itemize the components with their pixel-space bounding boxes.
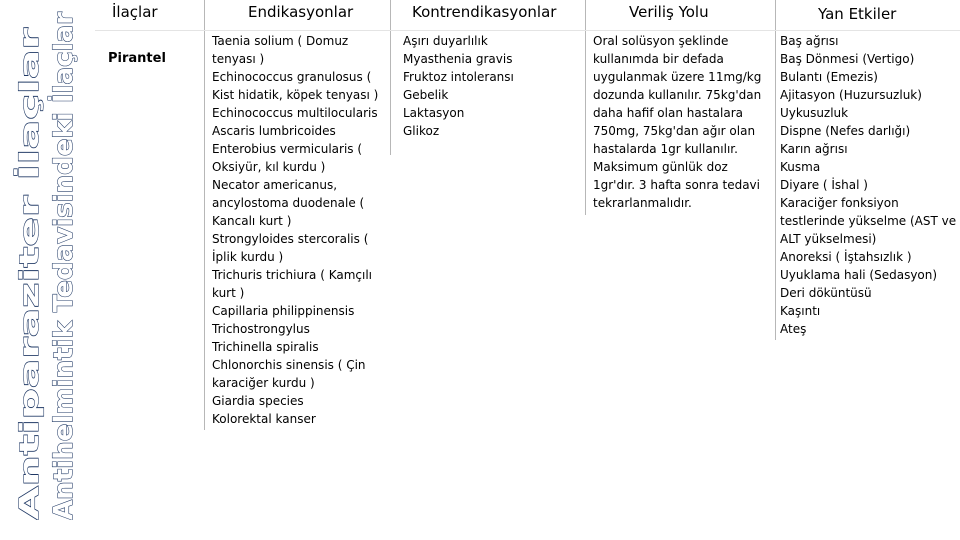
list-item: Taenia solium ( Domuz	[212, 34, 349, 48]
list-item: Deri döküntüsü	[780, 286, 872, 300]
drug-name: Pirantel	[108, 51, 166, 66]
list-item: Glikoz	[403, 124, 440, 138]
header-route: Veriliş Yolu	[629, 3, 709, 21]
list-item: Kist hidatik, köpek tenyası )	[212, 88, 379, 102]
list-item: Baş Dönmesi (Vertigo)	[780, 52, 915, 66]
header-drugs: İlaçlar	[112, 3, 158, 21]
side-title	[0, 0, 80, 520]
list-item: ancylostoma duodenale (	[212, 196, 365, 210]
text-line: 750mg, 75kg'dan ağır olan	[593, 124, 756, 138]
list-item: Capillaria philippinensis	[212, 304, 355, 318]
list-item: Myasthenia gravis	[403, 52, 513, 66]
list-item: Anoreksi ( İştahsızlık )	[780, 250, 912, 264]
list-item: Kaşıntı	[780, 304, 821, 318]
list-item: Aşırı duyarlılık	[403, 34, 488, 48]
list-item: Kusma	[780, 160, 821, 174]
text-line: 1gr'dır. 3 hafta sonra tedavi	[593, 178, 760, 192]
text-line: dozunda kullanılır. 75kg'dan	[593, 88, 762, 102]
header-indications: Endikasyonlar	[248, 3, 354, 21]
text-line: hastalarda 1gr kullanılır.	[593, 142, 738, 156]
list-item: Necator americanus,	[212, 178, 338, 192]
list-item: Kolorektal kanser	[212, 412, 316, 426]
list-item: Kancalı kurt )	[212, 214, 292, 228]
side-title-line2: Antihelmintik Tedavisindeki İlaçlar	[49, 13, 79, 520]
list-item: testlerinde yükselme (AST ve	[780, 214, 957, 228]
list-item: Baş ağrısı	[780, 34, 839, 48]
list-item: Ajitasyon (Huzursuzluk)	[780, 88, 922, 102]
header-contraindications: Kontrendikasyonlar	[412, 3, 557, 21]
text-line: uygulanmak üzere 11mg/kg	[593, 70, 762, 84]
text-line: daha hafif olan hastalara	[593, 106, 743, 120]
list-item: Uykusuzluk	[780, 106, 849, 120]
list-item: İplik kurdu )	[212, 250, 284, 264]
column-divider	[204, 0, 205, 430]
list-item: Gebelik	[403, 88, 449, 102]
list-item: Laktasyon	[403, 106, 465, 120]
list-item: Ateş	[780, 322, 807, 336]
list-item: Trichinella spiralis	[212, 340, 319, 354]
column-divider	[775, 0, 776, 340]
text-line: Maksimum günlük doz	[593, 160, 728, 174]
list-item: Chlonorchis sinensis ( Çin	[212, 358, 366, 372]
list-item: Karın ağrısı	[780, 142, 848, 156]
list-item: Trichuris trichiura ( Kamçılı	[212, 268, 372, 282]
column-divider	[390, 0, 391, 155]
list-item: Ascaris lumbricoides	[212, 124, 336, 138]
route-text	[593, 32, 773, 212]
contraindications-list	[403, 32, 583, 140]
list-item: Trichostrongylus	[212, 322, 310, 336]
list-item: Enterobius vermicularis (	[212, 142, 363, 156]
list-item: Fruktoz intoleransı	[403, 70, 514, 84]
list-item: karaciğer kurdu )	[212, 376, 315, 390]
list-item: Strongyloides stercoralis (	[212, 232, 369, 246]
header-side-effects: Yan Etkiler	[818, 5, 897, 23]
list-item: Bulantı (Emezis)	[780, 70, 878, 84]
list-item: Diyare ( İshal )	[780, 178, 868, 192]
list-item: ALT yükselmesi)	[780, 232, 877, 246]
list-item: Giardia species	[212, 394, 304, 408]
list-item: Uyuklama hali (Sedasyon)	[780, 268, 938, 282]
header-divider	[95, 30, 960, 31]
column-divider	[585, 0, 586, 215]
list-item: Echinococcus multilocularis	[212, 106, 378, 120]
text-line: Oral solüsyon şeklinde	[593, 34, 729, 48]
indications-list	[212, 32, 390, 428]
list-item: Echinococcus granulosus (	[212, 70, 372, 84]
text-line: kullanımda bir defada	[593, 52, 724, 66]
side-effects-list	[780, 32, 958, 338]
list-item: tenyası )	[212, 52, 265, 66]
text-line: tekrarlanmalıdır.	[593, 196, 692, 210]
list-item: Karaciğer fonksiyon	[780, 196, 899, 210]
list-item: kurt )	[212, 286, 245, 300]
list-item: Oksiyür, kıl kurdu )	[212, 160, 326, 174]
list-item: Dispne (Nefes darlığı)	[780, 124, 911, 138]
side-title-line1: Antiparaziter İlaçlar	[15, 226, 45, 520]
